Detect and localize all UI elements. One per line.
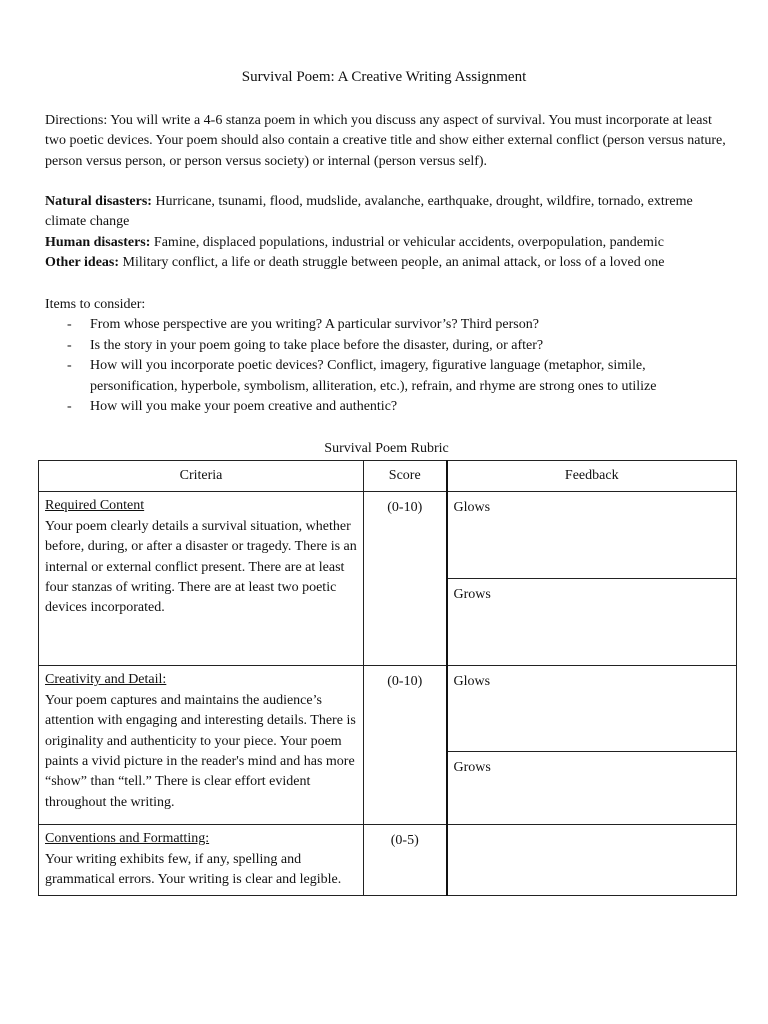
directions-paragraph: Directions: You will write a 4-6 stanza poem in which you discuss any aspect of survival. You must incorporate at least two poetic devices. Your poem should also contain a creative title and show either external conflict (person versus nature, person versus person, or person versus society) or internal (person versus self). [45, 113, 726, 169]
bullet-dash: - [67, 399, 72, 415]
category-label: Human disasters: [45, 234, 151, 250]
rubric-title: Survival Poem Rubric [324, 441, 449, 456]
list-item-text: How will you make your poem creative and authentic? [90, 399, 398, 415]
score-cell: (0-5) [364, 825, 447, 895]
category-label: Natural disasters: [45, 194, 152, 209]
criteria-heading: Creativity and Detail: [45, 672, 167, 688]
table-row [39, 666, 737, 752]
list-item-text: Is the story in your poem going to take place before the disaster, during, or after? [90, 337, 544, 353]
criteria-cell [39, 825, 364, 895]
score-cell: (0-10) [364, 492, 447, 666]
category-text: Hurricane, tsunami, flood, mudslide, avalanche, earthquake, drought, wildfire, tornado, extreme climate change [45, 194, 693, 230]
table-row [39, 825, 737, 895]
category-text: Famine, displaced populations, industrial or vehicular accidents, overpopulation, pandemic [150, 234, 664, 250]
feedback-glows-cell: Glows [447, 492, 737, 579]
bullet-dash: - [67, 337, 72, 353]
feedback-grows-cell: Grows [447, 579, 737, 666]
table-row [39, 492, 737, 579]
criteria-body: Your writing exhibits few, if any, spelling and grammatical errors. Your writing is clear and legible. [45, 851, 342, 888]
feedback-glows-cell: Glows [447, 666, 737, 752]
category-human-disasters [45, 233, 735, 253]
table-header-row [39, 461, 737, 492]
items-heading: Items to consider: [45, 297, 146, 312]
category-natural-disasters [45, 192, 735, 233]
criteria-heading: Conventions and Formatting: [45, 831, 210, 847]
feedback-cell [447, 825, 737, 895]
list-item-text: From whose perspective are you writing? A particular survivor’s? Third person? [90, 317, 539, 333]
criteria-body: Your poem captures and maintains the audience’s attention with engaging and interesting details. There is originality and authenticity to your piece. Your poem paints a vivid picture in the reader's mind and has more “show” than “tell.” There is clear effort evident throughout the writing. [45, 692, 356, 810]
category-label: Other ideas: [45, 255, 120, 271]
criteria-cell [39, 666, 364, 825]
list-item [45, 356, 735, 397]
feedback-grows-cell: Grows [447, 752, 737, 825]
criteria-heading: Required Content [45, 498, 145, 514]
bullet-dash: - [67, 317, 72, 333]
list-item [45, 397, 735, 417]
header-score: Score [364, 461, 447, 492]
items-list [45, 315, 735, 417]
list-item [45, 315, 735, 335]
list-item-text: How will you incorporate poetic devices? Conflict, imagery, figurative language (metaphor, simile, personification, hyperbole, symbolism, alliteration, etc.), refrain, and rhyme are strong ones to utilize [90, 358, 657, 394]
header-criteria: Criteria [39, 461, 364, 492]
items-to-consider [45, 295, 735, 417]
criteria-cell [39, 492, 364, 666]
category-text: Military conflict, a life or death struggle between people, an animal attack, or loss of a loved one [119, 255, 665, 271]
page-title: Survival Poem: A Creative Writing Assignment [241, 69, 527, 85]
list-item [45, 336, 735, 356]
score-cell: (0-10) [364, 666, 447, 825]
category-other-ideas [45, 253, 735, 273]
criteria-body: Your poem clearly details a survival situation, whether before, during, or after a disaster or tragedy. There is an internal or external conflict present. There are at least four stanzas of writing. There are at least two poetic devices incorporated. [45, 518, 357, 616]
header-feedback: Feedback [447, 461, 737, 492]
bullet-dash: - [67, 358, 72, 374]
rubric-table [38, 460, 737, 896]
disaster-categories [45, 192, 735, 274]
